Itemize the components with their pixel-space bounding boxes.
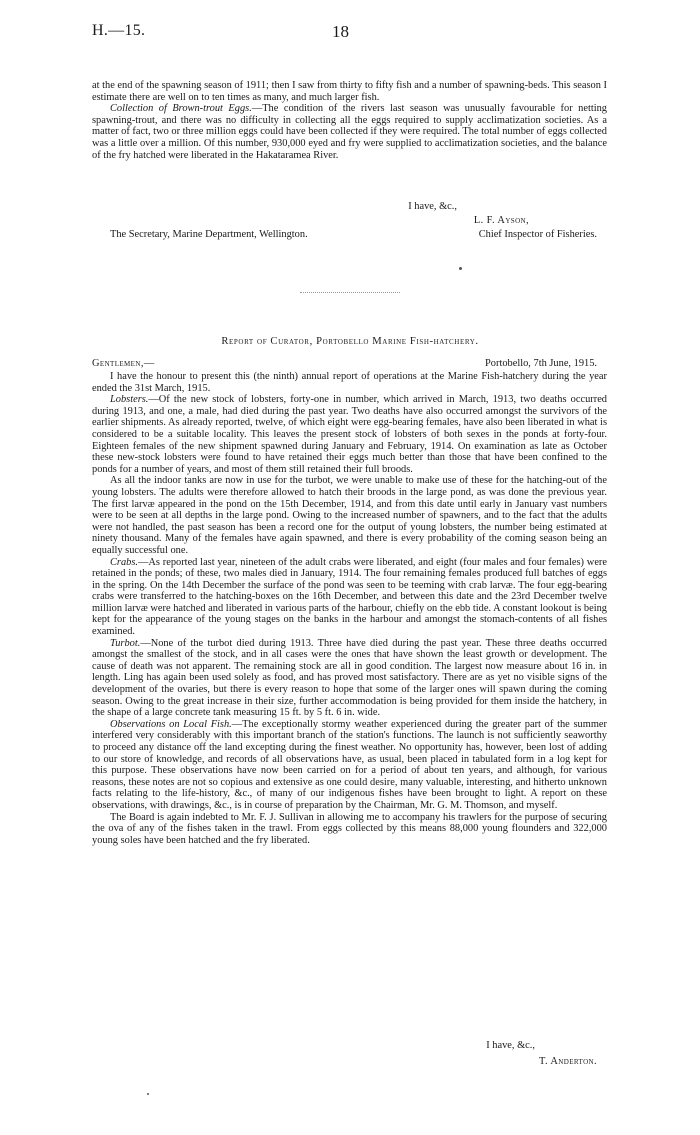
print-mark — [459, 267, 462, 270]
document-code: H.—15. — [92, 22, 146, 39]
paragraph: I have the honour to present this (the ninth) annual report of operations at the Marine Fish-hatchery during the year ended the 31st March, 1915. — [92, 371, 607, 394]
paragraph — [92, 719, 607, 812]
signer-name-2: T. Anderton. — [539, 1056, 597, 1067]
paragraph-text: —As reported last year, nineteen of the adult crabs were liberated, and eight (four males and four females) were retained in the ponds; of these, two males died in January, 1914. The four remaining females produced full batches of eggs in the spring. On the 14th December the surface of the pond was seen to be teeming with crab larvæ. The four egg-bearing crabs were transferred to the hatching-boxes on the 16th December, and between this date and the 23rd December twelve million larvæ were hatched and liberated in various parts of the harbour, chiefly on the ebb tide. A constant lookout is being kept for the appearance of the young stages on the banks in the harbour and amongst the stomach-contents of all fishes examined. — [92, 556, 607, 638]
paragraph — [92, 557, 607, 638]
section-divider — [300, 292, 400, 293]
paragraph-text: —Of the new stock of lobsters, forty-one in number, which arrived in March, 1913, two deaths occurred during 1913, and one, a male, had died during the past year. Two deaths have also occurred amongst the survivors of the earlier shipments. As already reported, twelve, of which eight were egg-bearing females, have also been liberated in what is considered to be a suitable locality. This leaves the present stock of lobsters of both sexes in the ponds at forty-four. Eighteen females of the new shipment spawned during January and February, 1914. On examination as late as October these new-stock lobsters were found to have retained their eggs much better than those that have been confined to the ponds for a number of years, and most of them still retained their full broods. — [92, 394, 607, 475]
salutation: Gentlemen,— — [92, 358, 155, 369]
paragraph: at the end of the spawning season of 1911; then I saw from thirty to fifty fish and a number of spawning-beds. This season I estimate there are well on to ten times as many, and much larger fish. — [92, 80, 607, 103]
paragraph-text: —The condition of the rivers last season was unusually favourable for netting spawning-trout, and there was no difficulty in collecting all the eggs required to supply acclimatization societies. As a matter of fact, two or three million eggs could have been collected if they were required. The total number of eggs collected was a little over a million. Of this number, 930,000 eyed and fry were supplied to acclimatization societies, and the balance of the fry hatched were liberated in the Hakataramea River. — [92, 103, 607, 161]
signer-title: Chief Inspector of Fisheries. — [478, 229, 597, 240]
signature-line — [92, 215, 607, 227]
page-number: 18 — [332, 22, 349, 41]
paragraph — [92, 638, 607, 719]
report-title: Report of Curator, Portobello Marine Fish-hatchery. — [221, 336, 479, 347]
report-body — [92, 371, 607, 846]
paragraph-heading: Lobsters. — [110, 394, 149, 406]
paragraph-text: —None of the turbot died during 1913. Three have died during the past year. These three deaths occurred amongst the smallest of the stock, and in all cases were the ones that have shown the least growth or development. The cause of death was not apparent. The remaining stock are all in good condition. The largest now measure about 16 in. in length. Ling has again been used solely as food, and has proved most satisfactory. There are as yet no visible signs of the development of the ovaries, but there is every reason to hope that some of the larger ones will spawn during the coming season. Owing to the great increase in their size, further accommodation is being provided for them inside the hatchery, in the shape of a large concrete tank measuring 15 ft. by 5 ft. 6 in. wide. — [92, 637, 607, 719]
addressee: The Secretary, Marine Department, Wellington. — [110, 229, 308, 240]
paragraph — [92, 103, 607, 161]
paragraph-heading: Observations on Local Fish. — [110, 718, 232, 730]
closing-line — [92, 201, 607, 213]
paragraph-text: —The exceptionally stormy weather experienced during the greater part of the summer interfered very considerably with this important branch of the station's functions. The launch is not sufficiently seaworthy to proceed any distance off the land excepting during the finest weather. No opportunity has, however, been lost of adding to our store of knowledge, and records of all observations have, as usual, been placed in tabulated form in a log kept for this purpose. These observations have now been carried on for a period of about ten years, and although, for various reasons, these notes are not so copious and extensive as one could desire, many valuable, interesting, and hitherto unknown facts relating to the life-history, &c., of many of our indigenous fishes have been brought to light. A report on these observations, with drawings, &c., is in course of preparation by the Chairman, Mr. G. M. Thomson, and myself. — [92, 718, 607, 811]
address-line — [92, 229, 607, 241]
closing-text: I have, &c., — [408, 201, 457, 212]
salutation-line — [92, 358, 607, 370]
paragraph-heading: Collection of Brown-trout Eggs. — [110, 103, 252, 115]
paragraph-heading: Turbot. — [110, 637, 141, 649]
signature-line-2 — [92, 1056, 607, 1068]
signer-name: L. F. Ayson, — [473, 215, 529, 226]
paragraph-heading: Crabs. — [110, 556, 139, 568]
closing-line-2 — [92, 1040, 607, 1052]
place-date: Portobello, 7th June, 1915. — [485, 358, 597, 369]
closing-text-2: I have, &c., — [486, 1040, 535, 1051]
paragraph: As all the indoor tanks are now in use for the turbot, we were unable to make use of these for the hatching-out of the young lobsters. The adults were therefore allowed to hatch their broods in the large pond, as was done the previous year. The first larvæ appeared in the pond on the 15th December, 1914, and from this date until early in January vast numbers were to be seen at all depths in the large pond. Owing to the increased number of spawners, and to the fact that the adults were not handled, the past season has been a record one for the output of young lobsters, the number being estimated at ninety thousand. Many of the females have again spawned, and there is every probability of the coming season being an equally successful one. — [92, 475, 607, 556]
paragraph — [92, 394, 607, 475]
print-mark — [147, 1093, 149, 1095]
paragraph: The Board is again indebted to Mr. F. J. Sullivan in allowing me to accompany his trawlers for the purpose of securing the ova of any of the fishes taken in the trawl. From eggs collected by this means 88,000 young flounders and 322,000 young soles have been hatched and the fry liberated. — [92, 811, 607, 846]
section1-body — [92, 80, 607, 161]
